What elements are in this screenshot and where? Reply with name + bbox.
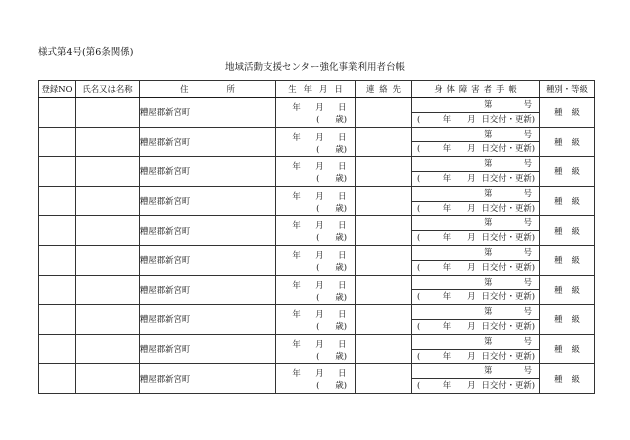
birth-date-cell[interactable] xyxy=(276,127,356,157)
type-grade-label: 種 級 xyxy=(554,314,580,325)
age-label: ( 歳) xyxy=(316,291,347,302)
contact-cell[interactable] xyxy=(356,157,412,187)
birth-date-cell[interactable] xyxy=(276,186,356,216)
type-grade-cell[interactable] xyxy=(540,275,595,305)
age-label: ( 歳) xyxy=(316,202,347,213)
type-grade-cell[interactable] xyxy=(540,364,595,394)
registration-no-cell[interactable] xyxy=(39,364,76,394)
address-cell[interactable] xyxy=(140,364,276,394)
name-cell[interactable] xyxy=(76,98,140,128)
type-grade-cell[interactable] xyxy=(540,216,595,246)
age-label: ( 歳) xyxy=(316,143,347,154)
registration-no-cell[interactable] xyxy=(39,245,76,275)
contact-cell[interactable] xyxy=(356,305,412,335)
issue-date-label: 年 月 日交付・更新) xyxy=(442,320,535,331)
registration-no-cell[interactable] xyxy=(39,334,76,364)
header-registration-no: 登録NO xyxy=(39,81,76,98)
handbook-issue-date-cell[interactable] xyxy=(412,349,540,364)
header-name: 氏名又は名称 xyxy=(76,81,140,98)
name-cell[interactable] xyxy=(76,245,140,275)
handbook-issue-date-cell[interactable] xyxy=(412,112,540,127)
handbook-go-label: 号 xyxy=(523,128,532,139)
issue-open-paren: ( xyxy=(417,232,421,243)
issue-date-label: 年 月 日交付・更新) xyxy=(442,380,535,391)
contact-cell[interactable] xyxy=(356,275,412,305)
address-prefix: 糟屋郡新宮町 xyxy=(140,166,191,177)
issue-open-paren: ( xyxy=(417,172,421,183)
handbook-go-label: 号 xyxy=(523,99,532,109)
table-row xyxy=(39,186,595,201)
issue-open-paren: ( xyxy=(417,143,421,154)
contact-cell[interactable] xyxy=(356,216,412,246)
registration-no-cell[interactable] xyxy=(39,305,76,335)
birth-ymd-label: 年 月 日 xyxy=(292,309,347,320)
table-row xyxy=(39,245,595,260)
name-cell[interactable] xyxy=(76,216,140,246)
address-prefix: 糟屋郡新宮町 xyxy=(140,284,191,295)
birth-ymd-label: 年 月 日 xyxy=(292,338,347,349)
address-prefix: 糟屋郡新宮町 xyxy=(140,314,191,325)
address-cell[interactable] xyxy=(140,186,276,216)
handbook-go-label: 号 xyxy=(523,335,532,346)
table-row xyxy=(39,275,595,290)
contact-cell[interactable] xyxy=(356,364,412,394)
address-prefix: 糟屋郡新宮町 xyxy=(140,373,191,384)
name-cell[interactable] xyxy=(76,186,140,216)
registration-no-cell[interactable] xyxy=(39,157,76,187)
handbook-issue-date-cell[interactable] xyxy=(412,201,540,216)
handbook-number-cell[interactable] xyxy=(412,245,540,260)
handbook-number-cell[interactable] xyxy=(412,98,540,113)
address-prefix: 糟屋郡新宮町 xyxy=(140,136,191,147)
issue-open-paren: ( xyxy=(417,350,421,361)
birth-ymd-label: 年 月 日 xyxy=(292,249,347,260)
birth-date-cell[interactable] xyxy=(276,157,356,187)
name-cell[interactable] xyxy=(76,157,140,187)
address-prefix: 糟屋郡新宮町 xyxy=(140,107,191,118)
issue-date-label: 年 月 日交付・更新) xyxy=(442,232,535,243)
issue-date-label: 年 月 日交付・更新) xyxy=(442,350,535,361)
age-label: ( 歳) xyxy=(316,321,347,332)
issue-date-label: 年 月 日交付・更新) xyxy=(442,202,535,213)
table-row xyxy=(39,305,595,320)
address-prefix: 糟屋郡新宮町 xyxy=(140,225,191,236)
birth-ymd-label: 年 月 日 xyxy=(292,190,347,201)
issue-open-paren: ( xyxy=(417,113,421,124)
table-row xyxy=(39,216,595,231)
handbook-go-label: 号 xyxy=(523,306,532,317)
handbook-dai-label: 第 xyxy=(484,335,493,346)
handbook-go-label: 号 xyxy=(523,365,532,376)
age-label: ( 歳) xyxy=(316,173,347,184)
birth-ymd-label: 年 月 日 xyxy=(292,161,347,172)
handbook-issue-date-cell[interactable] xyxy=(412,319,540,334)
address-cell[interactable] xyxy=(140,127,276,157)
birth-date-cell[interactable] xyxy=(276,98,356,128)
address-cell[interactable] xyxy=(140,305,276,335)
contact-cell[interactable] xyxy=(356,334,412,364)
type-grade-label: 種 級 xyxy=(554,225,580,236)
handbook-dai-label: 第 xyxy=(484,187,493,198)
table-header-row xyxy=(39,81,595,98)
handbook-dai-label: 第 xyxy=(484,306,493,317)
handbook-number-cell[interactable] xyxy=(412,127,540,142)
type-grade-cell[interactable] xyxy=(540,305,595,335)
address-cell[interactable] xyxy=(140,275,276,305)
header-handbook: 身体障害者手帳 xyxy=(412,81,540,98)
handbook-number-cell[interactable] xyxy=(412,364,540,379)
handbook-go-label: 号 xyxy=(523,187,532,198)
handbook-issue-date-cell[interactable] xyxy=(412,290,540,305)
issue-date-label: 年 月 日交付・更新) xyxy=(442,143,535,154)
name-cell[interactable] xyxy=(76,127,140,157)
handbook-number-cell[interactable] xyxy=(412,305,540,320)
header-contact: 連絡先 xyxy=(356,81,412,98)
handbook-number-cell[interactable] xyxy=(412,157,540,172)
handbook-issue-date-cell[interactable] xyxy=(412,142,540,157)
name-cell[interactable] xyxy=(76,364,140,394)
age-label: ( 歳) xyxy=(316,232,347,243)
issue-date-label: 年 月 日交付・更新) xyxy=(442,261,535,272)
handbook-number-cell[interactable] xyxy=(412,186,540,201)
age-label: ( 歳) xyxy=(316,261,347,272)
address-cell[interactable] xyxy=(140,245,276,275)
birth-date-cell[interactable] xyxy=(276,305,356,335)
address-cell[interactable] xyxy=(140,334,276,364)
header-birth-date: 生年月日 xyxy=(276,81,356,98)
birth-date-cell[interactable] xyxy=(276,334,356,364)
age-label: ( 歳) xyxy=(316,114,347,124)
address-prefix: 糟屋郡新宮町 xyxy=(140,255,191,266)
handbook-go-label: 号 xyxy=(523,217,532,228)
handbook-number-cell[interactable] xyxy=(412,334,540,349)
issue-date-label: 年 月 日交付・更新) xyxy=(442,172,535,183)
address-prefix: 糟屋郡新宮町 xyxy=(140,196,191,207)
birth-ymd-label: 年 月 日 xyxy=(292,279,347,290)
name-cell[interactable] xyxy=(76,275,140,305)
registration-no-cell[interactable] xyxy=(39,127,76,157)
birth-date-cell[interactable] xyxy=(276,245,356,275)
name-cell[interactable] xyxy=(76,305,140,335)
birth-date-cell[interactable] xyxy=(276,216,356,246)
issue-open-paren: ( xyxy=(417,291,421,302)
header-address: 住所 xyxy=(140,81,276,98)
handbook-issue-date-cell[interactable] xyxy=(412,260,540,275)
form-number-label: 様式第4号(第6条関係) xyxy=(38,47,134,58)
issue-open-paren: ( xyxy=(417,261,421,272)
address-cell[interactable] xyxy=(140,157,276,187)
type-grade-cell[interactable] xyxy=(540,334,595,364)
type-grade-label: 種 級 xyxy=(554,344,580,355)
handbook-issue-date-cell[interactable] xyxy=(412,171,540,186)
registration-no-cell[interactable] xyxy=(39,98,76,128)
contact-cell[interactable] xyxy=(356,98,412,128)
type-grade-label: 種 級 xyxy=(554,136,580,147)
birth-ymd-label: 年 月 日 xyxy=(292,220,347,231)
table-row xyxy=(39,157,595,172)
handbook-dai-label: 第 xyxy=(484,246,493,257)
handbook-go-label: 号 xyxy=(523,246,532,257)
name-cell[interactable] xyxy=(76,334,140,364)
type-grade-label: 種 級 xyxy=(554,196,580,207)
handbook-dai-label: 第 xyxy=(484,128,493,139)
age-label: ( 歳) xyxy=(316,380,347,391)
table-body xyxy=(39,98,595,394)
address-prefix: 糟屋郡新宮町 xyxy=(140,344,191,355)
table-row xyxy=(39,334,595,349)
table-row xyxy=(39,98,595,113)
address-cell[interactable] xyxy=(140,216,276,246)
registration-no-cell[interactable] xyxy=(39,186,76,216)
birth-date-cell[interactable] xyxy=(276,364,356,394)
type-grade-label: 種 級 xyxy=(554,255,580,266)
header-type-grade: 種別・等級 xyxy=(540,81,595,98)
handbook-go-label: 号 xyxy=(523,158,532,169)
handbook-dai-label: 第 xyxy=(484,217,493,228)
contact-cell[interactable] xyxy=(356,245,412,275)
type-grade-label: 種 級 xyxy=(554,373,580,384)
issue-open-paren: ( xyxy=(417,380,421,391)
birth-ymd-label: 年 月 日 xyxy=(292,102,347,112)
contact-cell[interactable] xyxy=(356,127,412,157)
issue-date-label: 年 月 日交付・更新) xyxy=(442,113,535,124)
birth-ymd-label: 年 月 日 xyxy=(292,368,347,379)
birth-ymd-label: 年 月 日 xyxy=(292,131,347,142)
handbook-number-cell[interactable] xyxy=(412,275,540,290)
address-cell[interactable] xyxy=(140,98,276,128)
type-grade-cell[interactable] xyxy=(540,186,595,216)
registration-no-cell[interactable] xyxy=(39,275,76,305)
type-grade-cell[interactable] xyxy=(540,157,595,187)
type-grade-cell[interactable] xyxy=(540,245,595,275)
issue-open-paren: ( xyxy=(417,202,421,213)
handbook-issue-date-cell[interactable] xyxy=(412,231,540,246)
page-title: 地域活動支援センター強化事業利用者台帳 xyxy=(224,62,406,73)
type-grade-cell[interactable] xyxy=(540,127,595,157)
handbook-dai-label: 第 xyxy=(484,158,493,169)
type-grade-label: 種 級 xyxy=(554,284,580,295)
type-grade-cell[interactable] xyxy=(540,98,595,128)
handbook-dai-label: 第 xyxy=(484,99,493,109)
issue-open-paren: ( xyxy=(417,320,421,331)
handbook-issue-date-cell[interactable] xyxy=(412,379,540,394)
handbook-dai-label: 第 xyxy=(484,365,493,376)
table-row xyxy=(39,364,595,379)
handbook-go-label: 号 xyxy=(523,276,532,287)
birth-date-cell[interactable] xyxy=(276,275,356,305)
handbook-number-cell[interactable] xyxy=(412,216,540,231)
type-grade-label: 種 級 xyxy=(554,166,580,177)
table-row xyxy=(39,127,595,142)
contact-cell[interactable] xyxy=(356,186,412,216)
age-label: ( 歳) xyxy=(316,350,347,361)
handbook-dai-label: 第 xyxy=(484,276,493,287)
type-grade-label: 種 級 xyxy=(554,107,580,118)
user-ledger-table xyxy=(38,80,595,394)
issue-date-label: 年 月 日交付・更新) xyxy=(442,291,535,302)
registration-no-cell[interactable] xyxy=(39,216,76,246)
